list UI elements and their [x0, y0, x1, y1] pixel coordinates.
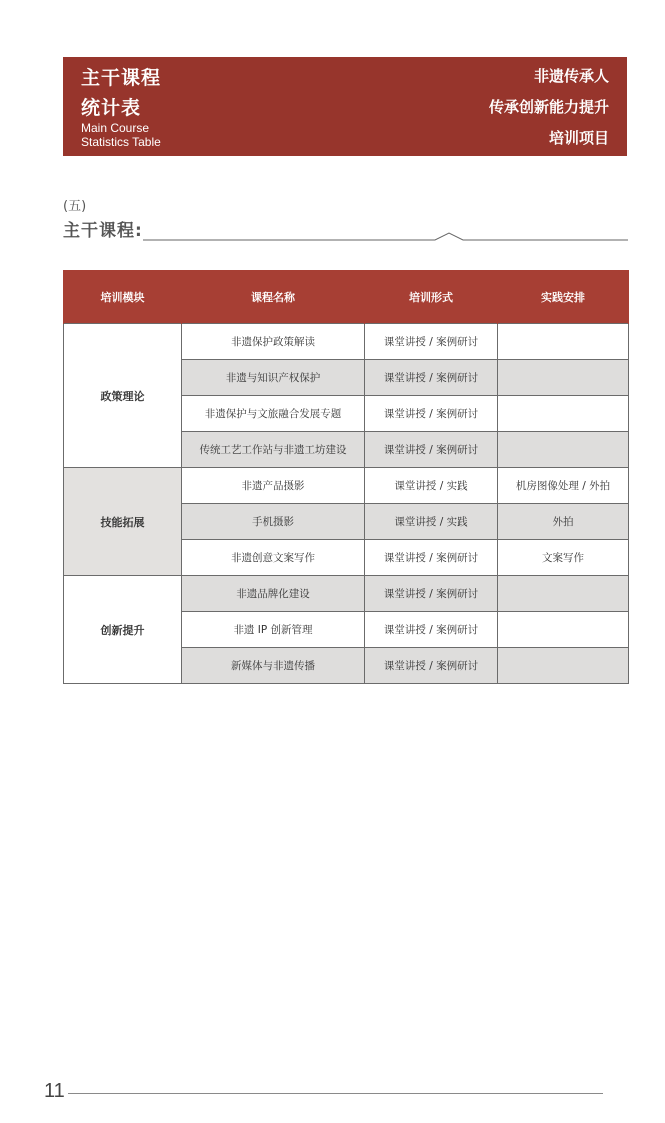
page-number: 11: [44, 1080, 65, 1102]
course-cell: 手机摄影: [182, 504, 365, 540]
header-course: 课程名称: [182, 270, 365, 324]
module-cell: 政策理论: [64, 324, 182, 468]
form-cell: 课堂讲授 / 案例研讨: [365, 396, 498, 432]
course-cell: 非遗保护政策解读: [182, 324, 365, 360]
form-cell: 课堂讲授 / 实践: [365, 468, 498, 504]
practice-cell: [498, 648, 629, 684]
course-cell: 新媒体与非遗传播: [182, 648, 365, 684]
table-row: [64, 576, 629, 612]
section-number: (五): [63, 199, 87, 214]
module-cell: 技能拓展: [64, 468, 182, 576]
form-cell: 课堂讲授 / 案例研讨: [365, 324, 498, 360]
banner-subtitle-line2: Statistics Table: [81, 135, 161, 149]
banner-right-line1: 非遗传承人: [533, 67, 609, 85]
banner-right-line3: 培训项目: [548, 129, 609, 147]
practice-cell: [498, 396, 629, 432]
course-cell: 非遗创意文案写作: [182, 540, 365, 576]
section-divider: [63, 228, 628, 244]
practice-cell: 机房图像处理 / 外拍: [498, 468, 629, 504]
table-row: [64, 324, 629, 360]
banner-subtitle-line1: Main Course: [81, 121, 150, 135]
course-cell: 非遗保护与文旅融合发展专题: [182, 396, 365, 432]
practice-cell: 文案写作: [498, 540, 629, 576]
practice-cell: [498, 324, 629, 360]
form-cell: 课堂讲授 / 案例研讨: [365, 576, 498, 612]
header-form: 培训形式: [365, 270, 498, 324]
practice-cell: 外拍: [498, 504, 629, 540]
form-cell: 课堂讲授 / 案例研讨: [365, 648, 498, 684]
form-cell: 课堂讲授 / 案例研讨: [365, 360, 498, 396]
practice-cell: [498, 360, 629, 396]
course-table: [63, 270, 629, 684]
banner-title-line2: 统计表: [81, 97, 142, 119]
section-title: 主干课程:: [63, 221, 143, 241]
course-cell: 非遗与知识产权保护: [182, 360, 365, 396]
course-cell: 传统工艺工作站与非遗工坊建设: [182, 432, 365, 468]
practice-cell: [498, 612, 629, 648]
module-cell: 创新提升: [64, 576, 182, 684]
header-banner: [63, 57, 627, 156]
table-row: [64, 468, 629, 504]
banner-right-line2: 传承创新能力提升: [488, 98, 609, 116]
course-cell: 非遗产品摄影: [182, 468, 365, 504]
course-cell: 非遗品牌化建设: [182, 576, 365, 612]
practice-cell: [498, 432, 629, 468]
form-cell: 课堂讲授 / 案例研讨: [365, 540, 498, 576]
banner-title-line1: 主干课程: [81, 67, 162, 89]
header-module: 培训模块: [64, 270, 182, 324]
course-cell: 非遗 IP 创新管理: [182, 612, 365, 648]
form-cell: 课堂讲授 / 案例研讨: [365, 612, 498, 648]
form-cell: 课堂讲授 / 案例研讨: [365, 432, 498, 468]
table-header-row: [64, 270, 629, 324]
practice-cell: [498, 576, 629, 612]
form-cell: 课堂讲授 / 实践: [365, 504, 498, 540]
header-practice: 实践安排: [498, 270, 629, 324]
footer-divider: [68, 1093, 603, 1094]
